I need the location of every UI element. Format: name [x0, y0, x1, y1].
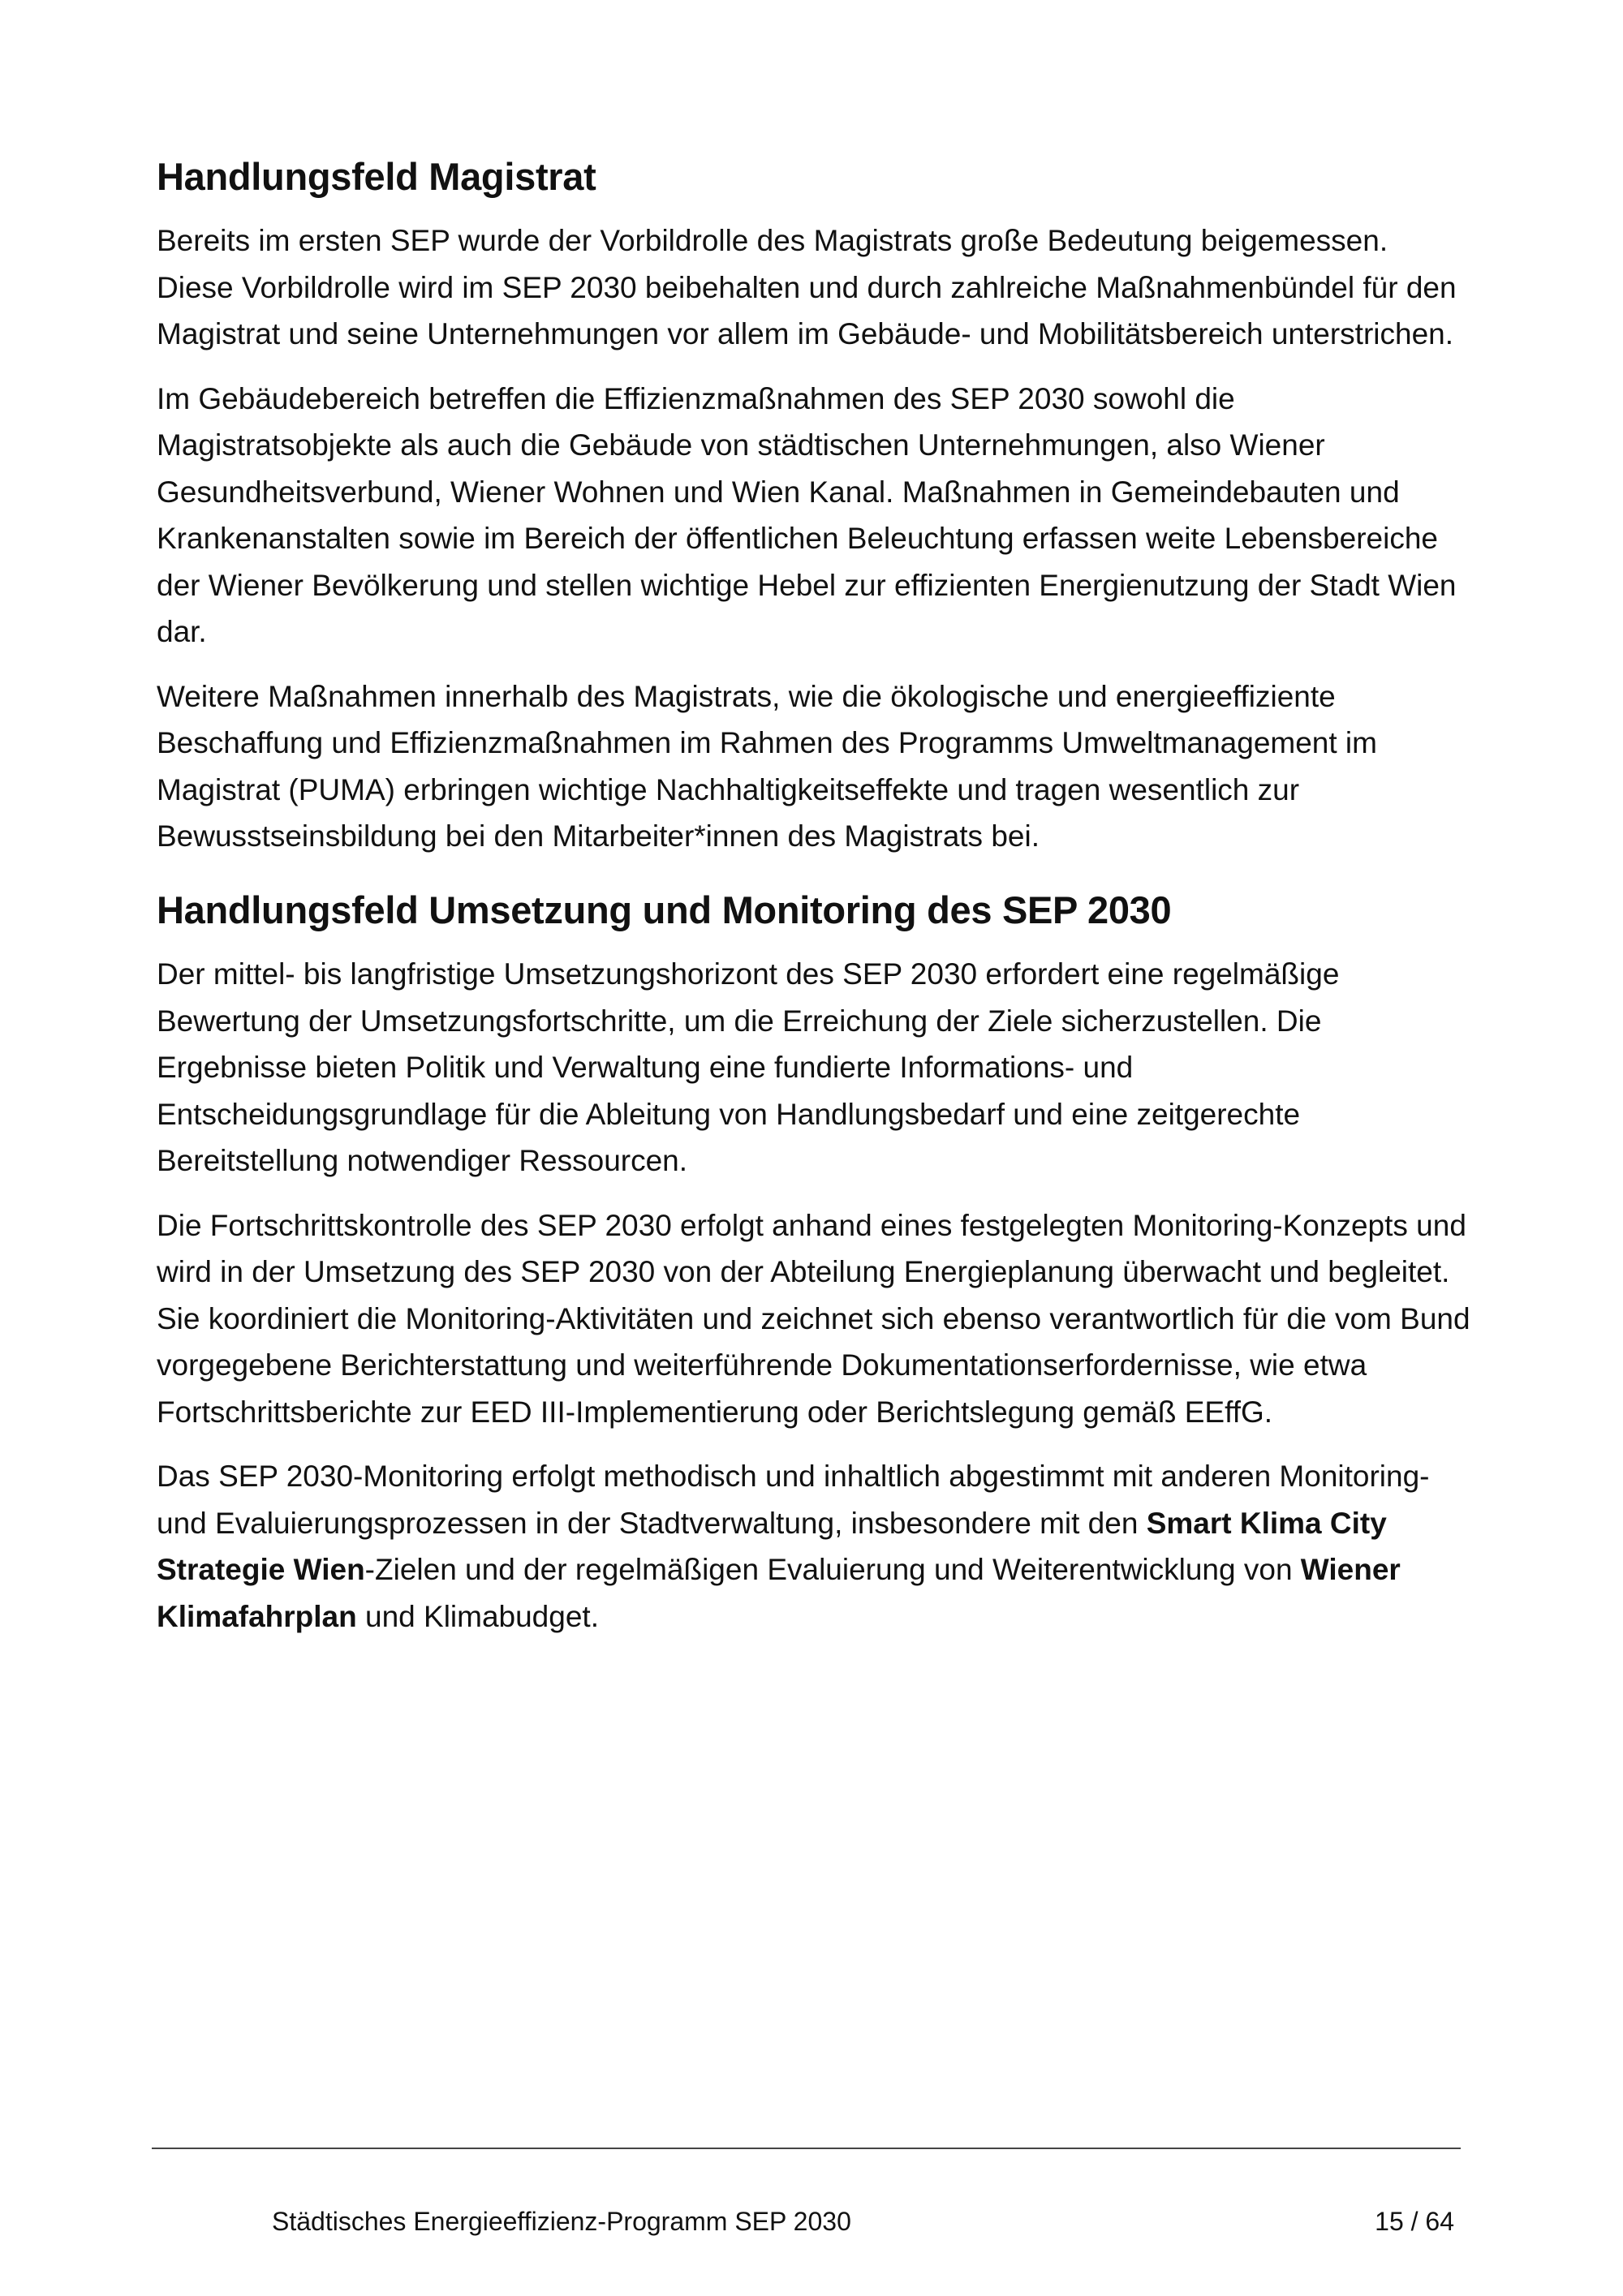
page-number: 15 / 64: [1375, 2207, 1454, 2236]
paragraph: Im Gebäudebereich betreffen die Effizienzmaßnahmen des SEP 2030 sowohl die Magistratsobjekte als auch die Gebäude von städtischen Unternehmungen, also Wiener Gesundheitsverbund, Wiener Wohnen und Wien Kanal. Maßnahmen in Gemeindebauten und Krankenanstalten sowie im Bereich der öffentlichen Beleuchtung erfassen weite Lebensbereiche der Wiener Bevölkerung und stellen wichtige Hebel zur effizienten Energienutzung der Stadt Wien dar.: [157, 381, 1457, 649]
footer-divider: [152, 2148, 1461, 2149]
text-run: Das SEP 2030-Monitoring erfolgt methodisch und inhaltlich abgestimmt mit anderen Monitoring- und Evaluierungsprozessen in der Stadtverwaltung, insbesondere mit den: [157, 1460, 1430, 1540]
paragraph: Der mittel- bis langfristige Umsetzungshorizont des SEP 2030 erfordert eine regelmäßige Bewertung der Umsetzungsfortschritte, um die Erreichung der Ziele sicherzustellen. Die Ergebnisse bieten Politik und Verwaltung eine fundierte Informations- und Entscheidungsgrundlage für die Ableitung von Handlungsbedarf und eine zeitgerechte Bereitstellung notwendiger Ressourcen.: [157, 957, 1340, 1178]
paragraph: Weitere Maßnahmen innerhalb des Magistrats, wie die ökologische und energieeffiziente Beschaffung und Effizienzmaßnahmen im Rahmen des Programms Umweltmanagement im Magistrat (PUMA) erbringen wichtige Nachhaltigkeitseffekte und tragen wesentlich zur Bewusstseinsbildung bei den Mitarbeiter*innen des Magistrats bei.: [157, 679, 1377, 853]
bold-term: Smart Klima City Strategie Wien: [157, 1506, 1387, 1587]
text-run: und Klimabudget.: [356, 1599, 599, 1633]
page-content: [157, 154, 1471, 1658]
paragraph: Bereits im ersten SEP wurde der Vorbildrolle des Magistrats große Bedeutung beigemessen. Diese Vorbildrolle wird im SEP 2030 beibehalten und durch zahlreiche Maßnahmenbündel für den Magistrat und seine Unternehmungen vor allem im Gebäude- und Mobilitätsbereich unterstrichen.: [157, 224, 1457, 351]
text-run: -Zielen und der regelmäßigen Evaluierung und Weiterentwicklung von: [364, 1553, 1301, 1587]
bold-term: Wiener Klimafahrplan: [157, 1553, 1401, 1633]
paragraph: Die Fortschrittskontrolle des SEP 2030 erfolgt anhand eines festgelegten Monitoring-Konzepts und wird in der Umsetzung des SEP 2030 von der Abteilung Energieplanung überwacht und begleitet. Sie koordiniert die Monitoring-Aktivitäten und zeichnet sich ebenso verantwortlich für die vom Bund vorgegebene Berichterstattung und weiterführende Dokumentationserfordernisse, wie etwa Fortschrittsberichte zur EED III-Implementierung oder Berichtslegung gemäß EEffG.: [157, 1208, 1470, 1429]
footer-document-title: Städtisches Energieeffizienz-Programm SEP 2030: [272, 2207, 851, 2236]
paragraph-with-bold-terms: [157, 1453, 1471, 1640]
section-heading-magistrat: Handlungsfeld Magistrat: [157, 155, 596, 198]
section-heading-monitoring: Handlungsfeld Umsetzung und Monitoring des SEP 2030: [157, 888, 1172, 931]
